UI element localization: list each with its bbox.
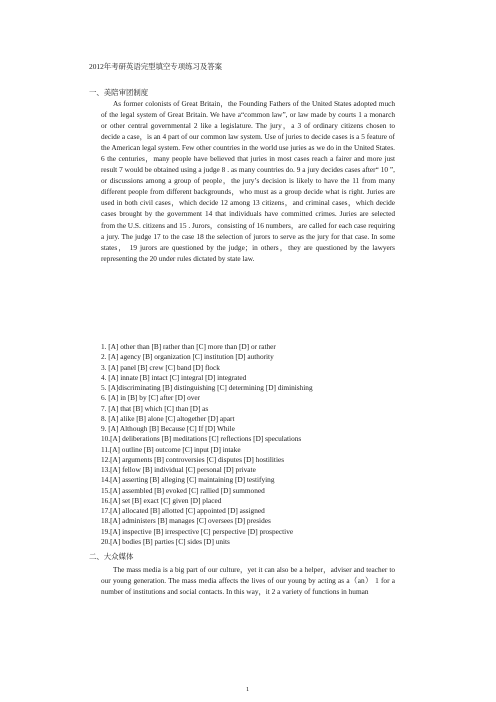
option-line: 7. [A] that [B] which [C] than [D] as (101, 403, 209, 413)
passage-paragraph: The mass media is a big part of our culture，yet it can also be a helper，adviser and teacher to our young generation. The mass media affects the lives of our young by acting as a（an） 1 for a number of institutions and social contacts. In this way，it 2 a variety of functions in human (101, 565, 395, 597)
option-line: 4. [A] innate [B] intact [C] integral [D] integrated (101, 372, 247, 382)
options-list (101, 342, 395, 547)
option-line: 2. [A] agency [B] organization [C] institution [D] authority (101, 352, 274, 362)
page-number: 1 (246, 686, 250, 693)
option-line: 14.[A] asserting [B] alleging [C] maintaining [D] testifying (101, 475, 275, 485)
option-line: 5. [A]discriminating [B] distinguishing [C] determining [D] diminishing (101, 383, 313, 392)
option-line: 11.[A] outline [B] outcome [C] input [D] intake (101, 444, 241, 454)
option-line: 8. [A] alike [B] alone [C] altogether [D] apart (101, 413, 235, 423)
option-line: 20.[A] bodies [B] parties [C] sides [D] units (101, 536, 230, 546)
option-line: 15.[A] assembled [B] evoked [C] rallied [D] summoned (101, 485, 265, 495)
option-line: 6. [A] in [B] by [C] after [D] over (101, 393, 201, 403)
option-line: 17.[A] allocated [B] allotted [C] appointed [D] assigned (101, 506, 265, 515)
option-line: 19.[A] inspective [B] irrespective [C] perspective [D] prospective (101, 526, 294, 536)
option-line: 9. [A] Although [B] Because [C] If [D] While (101, 424, 235, 433)
option-line: 10.[A] deliberations [B] meditations [C] reflections [D] speculations (101, 434, 302, 444)
passage-text (101, 98, 395, 264)
option-line: 3. [A] panel [B] crew [C] band [D] flock (101, 362, 220, 372)
passage-text (101, 564, 395, 597)
option-line: 13.[A] fellow [B] individual [C] personal [D] private (101, 465, 256, 474)
section-heading: 二、大众媒体 (89, 552, 134, 561)
section-heading: 一、美陪审团制度 (89, 88, 149, 97)
option-line: 1. [A] other than [B] rather than [C] more than [D] or rather (101, 342, 276, 351)
option-line: 18.[A] administers [B] manages [C] oversees [D] presides (101, 516, 271, 526)
option-line: 16.[A] set [B] exact [C] given [D] placed (101, 495, 222, 505)
document-title: 2012年考研英语完型填空专项练习及答案 (89, 62, 223, 71)
option-line: 12.[A] arguments [B] controversies [C] disputes [D] hostilities (101, 454, 285, 464)
passage-paragraph: As former colonists of Great Britain，the Founding Fathers of the United States adopted much of the legal system of Great Britain. We have a“common law”, or law made by courts 1 a monarch or other central governmental 2 like a legislature. The jury，a 3 of ordinary citizens chosen to decide a case，is an 4 part of our common law system. Use of juries to decide cases is a 5 feature of the American legal system. Few other countries in the world use juries as we do in the United States. 6 the centuries，many people have believed that juries in most cases reach a fairer and more just result 7 would be obtained using a judge 8 . as many countries do. 9 a jury decides cases after“ 10 ”, or discussions among a group of people，the jury’s decision is likely to have the 11 from many different people from different backgrounds，who must as a group decide what is right. Juries are used in both civil cases，which decide 12 among 13 citizens，and criminal cases，which decide cases brought by the government 14 that individuals have committed crimes. Juries are selected from the U.S. citizens and 15 . Jurors，consisting of 16 numbers，are called for each case requiring a jury. The judge 17 to the case 18 the selection of jurors to serve as the jury for that case. In some states， 19 jurors are questioned by the judge；in others，they are questioned by the lawyers representing the 20 under rules dictated by state law. (101, 99, 395, 263)
